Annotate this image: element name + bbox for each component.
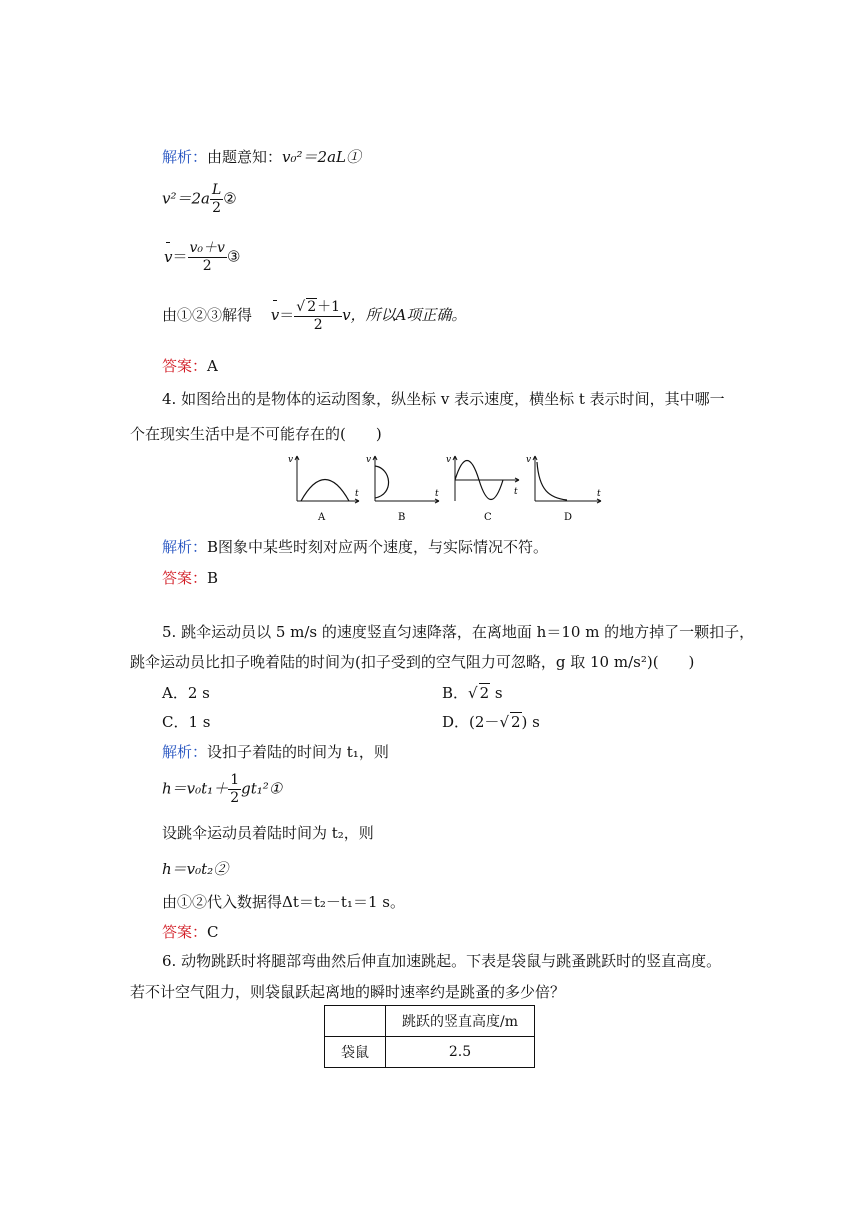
graph-a-caption: A: [318, 512, 326, 523]
q3-conclusion-v: v: [270, 306, 280, 324]
q5-eq1-left: h＝v₀t₁＋: [162, 779, 229, 798]
graph-c: [446, 455, 519, 501]
q6-stem-line2: 若不计空气阻力，则袋鼠跃起离地的瞬时速率约是跳蚤的多少倍？: [130, 983, 566, 1001]
graph-c-t-label: t: [514, 487, 518, 497]
graph-c-v-label: v: [446, 455, 452, 465]
q4-answer: B: [207, 569, 219, 587]
q4-graphs: [283, 452, 613, 524]
table-header-row: [325, 1006, 535, 1037]
q5-option-a[interactable]: A．2 s: [162, 684, 210, 702]
q5-option-b-pre: B．: [442, 684, 469, 702]
graph-a-t-label: t: [355, 489, 359, 499]
q3-conclusion-sqrt: 2: [307, 299, 317, 315]
q5-option-d-pre: D．(2－: [442, 713, 500, 731]
q4-analysis: B图象中某些时刻对应两个速度，与实际情况不符。: [207, 538, 549, 556]
q5-option-b[interactable]: B．√ 2 s: [442, 684, 503, 702]
q5-analysis2: 设跳伞运动员着陆时间为 t₂，则: [162, 824, 374, 842]
q5-option-c[interactable]: C．1 s: [162, 713, 211, 731]
q4-answer-label: 答案：: [162, 569, 208, 587]
q5-stem-line2: 跳伞运动员比扣子晚着陆的时间为(扣子受到的空气阻力可忽略，g 取 10 m/s²)( ): [130, 653, 695, 671]
table-header-blank: [325, 1006, 386, 1037]
q4-analysis-line: [162, 536, 548, 557]
q3-conclusion-den: 2: [313, 317, 323, 333]
q3-conclusion-post: v，所以A项正确。: [342, 306, 467, 324]
q3-eq3-left: v: [164, 247, 173, 266]
q3-eq2-num: L: [211, 182, 222, 198]
graph-d-v-label: v: [526, 455, 532, 465]
q4-analysis-label: 解析：: [162, 538, 208, 556]
graph-b-caption: B: [398, 512, 406, 523]
graph-b: [366, 455, 439, 503]
q3-answer-label: 答案：: [162, 357, 208, 375]
q3-answer-line: [162, 355, 218, 376]
q3-analysis-intro: 由题意知：: [207, 148, 283, 166]
q5-eq2: h＝v₀t₂②: [162, 860, 229, 878]
q5-analysis-label: 解析：: [162, 743, 208, 761]
graph-d: [526, 455, 601, 503]
q3-eq2-den: 2: [212, 200, 222, 216]
table-row: [325, 1037, 535, 1068]
q5-eq1-num: 1: [230, 772, 240, 788]
q3-analysis-label: 解析：: [162, 148, 208, 166]
q5-option-d-post: ) s: [521, 713, 540, 731]
q5-option-d-sqrt: 2: [511, 713, 521, 731]
q5-eq1-den: 2: [230, 790, 240, 806]
q3-eq3: [164, 240, 240, 275]
q3-conclusion-num-rest: ＋1: [317, 299, 341, 315]
q5-option-d[interactable]: D．(2－√ 2) s: [442, 713, 540, 731]
q3-eq2-left: v²＝2a: [162, 189, 210, 208]
q5-option-b-post: s: [490, 684, 503, 702]
table-header-height: 跳跃的竖直高度/m: [386, 1006, 535, 1037]
q3-answer: A: [207, 357, 218, 375]
q6-stem-line1: 6. 动物跳跃时将腿部弯曲然后伸直加速跳起。下表是袋鼠与跳蚤跳跃时的竖直高度。: [162, 952, 722, 970]
q3-eq3-den: 2: [202, 258, 212, 274]
q3-conclusion-eq: ＝: [279, 306, 295, 324]
q3-eq2-mark: ②: [223, 189, 237, 208]
q3-eq3-mark: ③: [226, 247, 241, 266]
q5-answer-line: [162, 921, 219, 942]
graph-b-t-label: t: [435, 489, 439, 499]
q4-stem-line1: 4. 如图给出的是物体的运动图象，纵坐标 v 表示速度，横坐标 t 表示时间，其中哪一: [162, 390, 725, 408]
graph-d-t-label: t: [597, 489, 601, 499]
table-row-value: 2.5: [386, 1037, 535, 1068]
q3-eq3-num: v₀＋v: [189, 240, 225, 256]
q4-stem-line2: 个在现实生活中是不可能存在的( ): [130, 425, 382, 443]
graph-a-v-label: v: [288, 455, 294, 465]
q3-eq1: v₀²＝2aL①: [282, 148, 361, 166]
q5-analysis-line1: [162, 741, 389, 762]
graph-b-v-label: v: [366, 455, 372, 465]
q5-answer-label: 答案：: [162, 923, 208, 941]
q3-analysis-line: [162, 146, 361, 167]
q5-option-b-sqrt: 2: [479, 684, 490, 702]
q3-eq2: [162, 182, 237, 217]
q5-eq1-right: gt₁²①: [241, 779, 283, 798]
table-row-name: 袋鼠: [325, 1037, 386, 1068]
q3-conclusion: 由①②③解得 v＝ $\frac{√ 2+1}{2}$ v，所以A项正确。: [162, 299, 467, 333]
q3-conclusion-pre: 由①②③解得: [162, 306, 253, 324]
q5-answer: C: [207, 923, 219, 941]
q4-answer-line: [162, 567, 218, 588]
q5-eq3: 由①②代入数据得Δt＝t₂－t₁＝1 s。: [162, 893, 405, 911]
q6-table: [324, 1005, 535, 1068]
graph-d-caption: D: [564, 512, 573, 523]
graph-a: [288, 455, 359, 503]
q5-analysis1: 设扣子着陆的时间为 t₁，则: [207, 743, 389, 761]
q5-stem-line1: 5. 跳伞运动员以 5 m/s 的速度竖直匀速降落，在离地面 h＝10 m 的地方掉了一颗扣子，: [162, 623, 755, 641]
graph-c-caption: C: [484, 512, 492, 523]
q3-eq3-eq: ＝: [172, 247, 188, 266]
q5-eq1: [162, 772, 282, 807]
